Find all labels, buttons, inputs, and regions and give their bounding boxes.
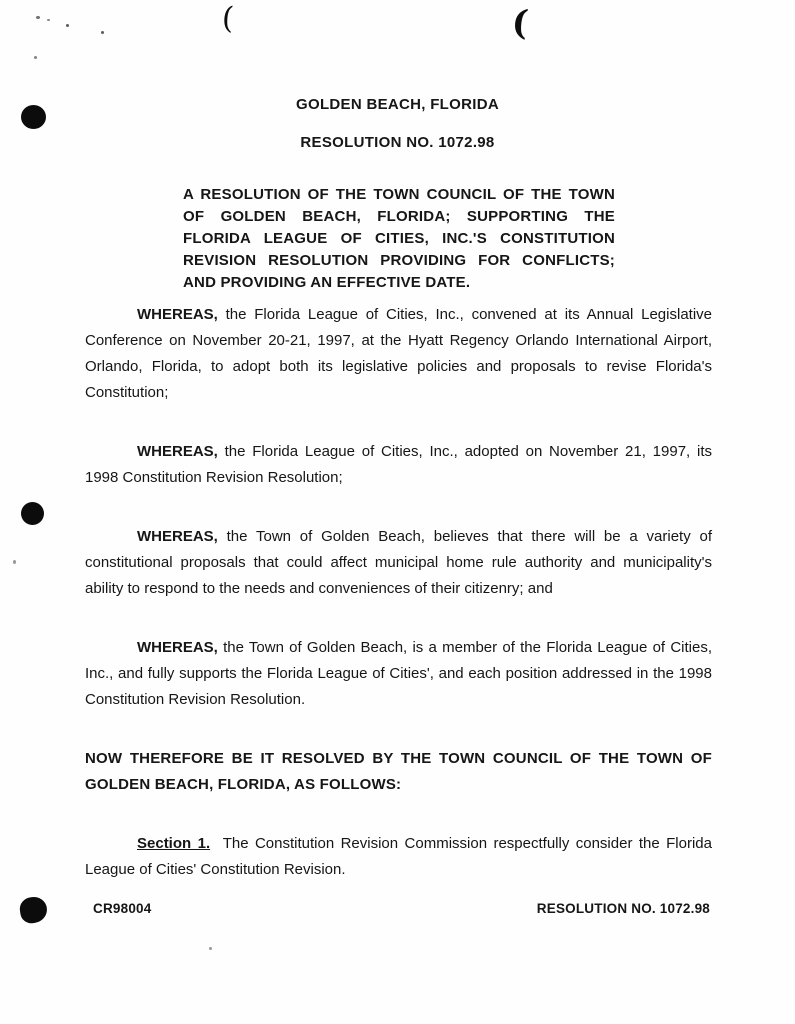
section-1-paragraph: [85, 831, 712, 883]
header-location: GOLDEN BEACH, FLORIDA: [296, 96, 499, 113]
scan-speck: [34, 56, 37, 59]
footer-resolution-number: RESOLUTION NO. 1072.98: [536, 901, 710, 916]
punch-hole-mark-bottom: [18, 895, 48, 925]
whereas-lead: WHEREAS,: [137, 639, 218, 656]
footer-doc-code: CR98004: [93, 901, 152, 916]
section-1-text: The Constitution Revision Commission respectfully consider the Florida League of Cities' Constitution Revision.: [85, 835, 712, 878]
scan-speck: [101, 31, 104, 34]
section-1-label: Section 1.: [137, 835, 211, 852]
whereas-text: the Town of Golden Beach, believes that there will be a variety of constitutional proposals that could affect municipal home rule authority and municipality's ability to respond to the needs and conveniences of their citizenry; and: [85, 528, 713, 597]
scan-paren-artifact-right: (: [509, 2, 531, 44]
scan-paren-artifact-left: (: [220, 0, 235, 37]
whereas-paragraph-2: [85, 439, 712, 491]
whereas-paragraph-1: [85, 302, 712, 406]
punch-hole-mark-middle: [21, 502, 44, 525]
whereas-paragraph-4: [85, 635, 712, 713]
resolution-title-block: A RESOLUTION OF THE TOWN COUNCIL OF THE TOWN OF GOLDEN BEACH, FLORIDA; SUPPORTING THE FLORIDA LEAGUE OF CITIES, INC.'S CONSTITUTION REVISION RESOLUTION PROVIDING FOR CONFLICTS; AND PROVIDING AN EFFECTIVE DATE.: [183, 186, 615, 291]
whereas-text: the Florida League of Cities, Inc., adopted on November 21, 1997, its 1998 Constitution Revision Resolution;: [85, 443, 712, 486]
resolution-body: [85, 302, 712, 883]
scan-speck: [13, 560, 16, 564]
document-header: [0, 0, 795, 151]
scan-speck: [209, 947, 212, 950]
scan-speck: [36, 16, 40, 19]
scan-speck: [47, 19, 50, 21]
whereas-text: the Town of Golden Beach, is a member of the Florida League of Cities, Inc., and fully supports the Florida League of Cities', and each position addressed in the 1998 Constitution Revision Resolution.: [85, 639, 712, 708]
resolved-clause: NOW THEREFORE BE IT RESOLVED BY THE TOWN COUNCIL OF THE TOWN OF GOLDEN BEACH, FLORIDA, AS FOLLOWS:: [85, 750, 712, 793]
whereas-lead: WHEREAS,: [137, 306, 218, 323]
punch-hole-mark-top: [21, 105, 46, 129]
document-footer: [93, 901, 710, 916]
whereas-lead: WHEREAS,: [137, 443, 218, 460]
whereas-lead: WHEREAS,: [137, 528, 218, 545]
whereas-paragraph-3: [85, 524, 712, 602]
whereas-text: the Florida League of Cities, Inc., convened at its Annual Legislative Conference on November 20-21, 1997, at the Hyatt Regency Orlando International Airport, Orlando, Florida, to adopt both its legislative policies and proposals to revise Florida's Constitution;: [85, 306, 712, 401]
header-resolution-number: RESOLUTION NO. 1072.98: [300, 134, 495, 151]
scan-speck: [66, 24, 69, 27]
